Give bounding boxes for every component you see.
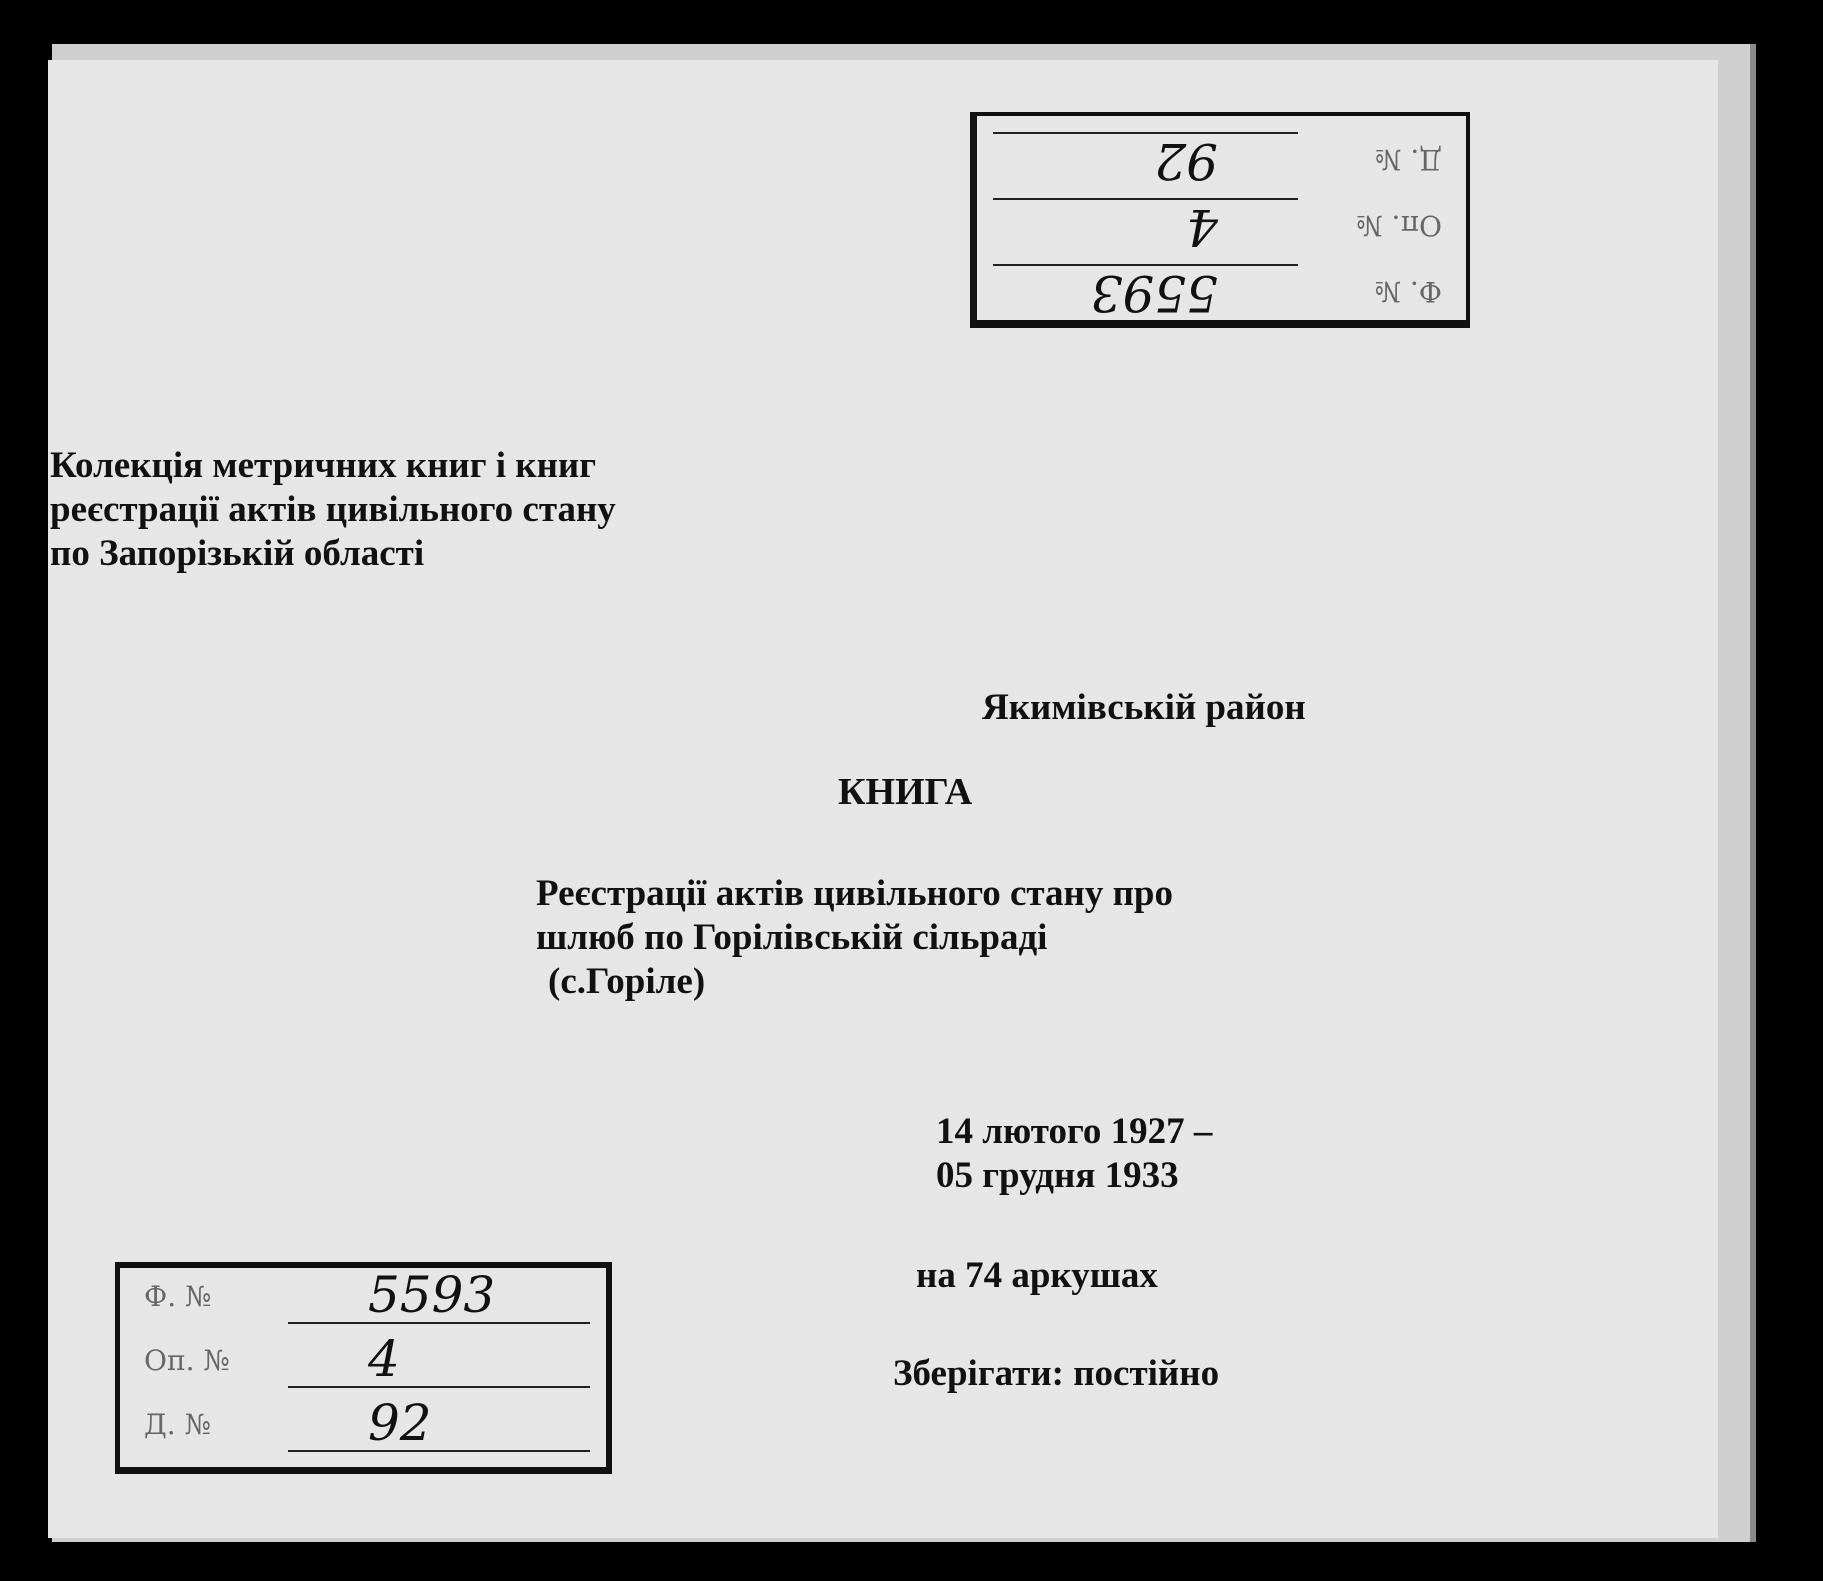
date-range-start: 14 лютого 1927 – <box>936 1111 1213 1152</box>
stamp-sprava-line <box>288 1450 590 1452</box>
stamp-opys-label: Оп. № <box>144 1344 230 1377</box>
stamp-opys-value: 4 <box>368 1330 400 1388</box>
stamp-opys-line <box>993 198 1298 200</box>
collection-title-line-1: Колекція метричних книг і книг <box>50 445 597 486</box>
book-description-line-3: (с.Горіле) <box>548 961 706 1002</box>
stamp-fond-value: 5593 <box>368 1266 496 1324</box>
stamp-sprava-value: 92 <box>368 1394 432 1452</box>
stamp-row-sprava <box>987 124 1448 190</box>
collection-title-line-3: по Запорізькій області <box>50 533 425 574</box>
stamp-fond-label: Ф. № <box>144 1280 212 1313</box>
archive-stamp <box>115 1262 612 1474</box>
stamp-sprava-value: 92 <box>1154 132 1218 190</box>
stamp-sprava-label: Д. № <box>1374 143 1442 176</box>
book-description-line-1: Реєстрації актів цивільного стану про <box>536 873 1173 914</box>
stamp-row-fond <box>138 1266 596 1332</box>
stamp-fond-label: Ф. № <box>1374 275 1442 308</box>
archive-stamp-upside-down <box>970 112 1470 328</box>
stamp-sprava-label: Д. № <box>144 1408 212 1441</box>
stamp-opys-value: 4 <box>1186 198 1218 256</box>
stamp-row-fond <box>987 256 1448 322</box>
stamp-opys-line <box>288 1386 590 1388</box>
book-title: КНИГА <box>838 771 973 813</box>
retention-period: Зберігати: постійно <box>893 1353 1220 1394</box>
date-range-end: 05 грудня 1933 <box>936 1155 1179 1196</box>
stamp-row-opys <box>138 1330 596 1396</box>
stamp-sprava-line <box>993 132 1298 134</box>
district-name: Якимівській район <box>982 687 1306 728</box>
book-description-line-2: шлюб по Горілівській сільраді <box>536 917 1048 958</box>
stamp-opys-label: Оп. № <box>1356 209 1442 242</box>
sheet-count: на 74 аркушах <box>916 1255 1158 1296</box>
stamp-row-sprava <box>138 1394 596 1460</box>
stamp-row-opys <box>987 190 1448 256</box>
collection-title-line-2: реєстрації актів цивільного стану <box>50 489 616 530</box>
stamp-fond-value: 5593 <box>1090 264 1218 322</box>
